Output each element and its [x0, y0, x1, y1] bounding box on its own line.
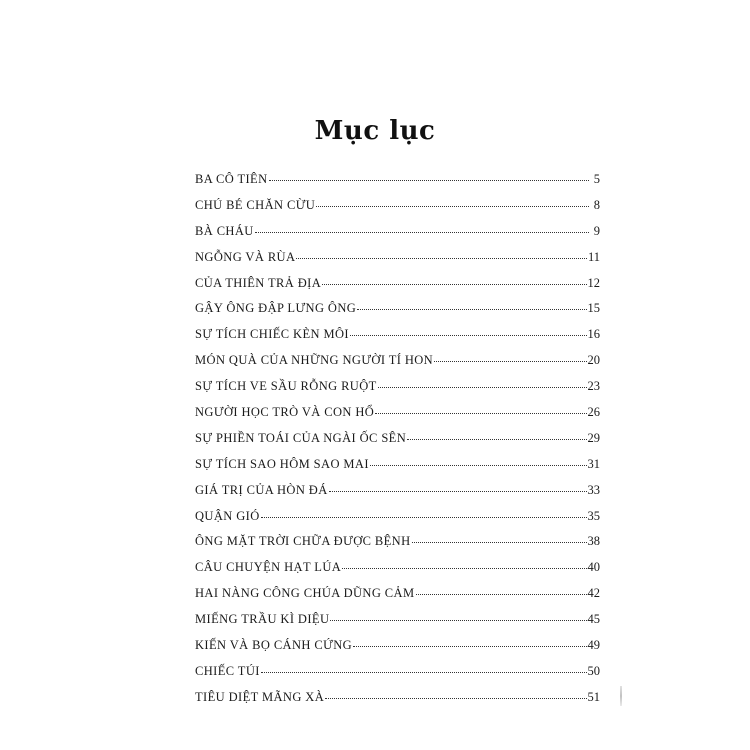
- dot-leader: [370, 465, 587, 466]
- dot-leader: [261, 517, 587, 518]
- toc-entry-title: SỰ TÍCH SAO HÔM SAO MAI: [195, 456, 369, 471]
- toc-entry-page-number: 51: [587, 689, 600, 704]
- dot-leader: [261, 672, 587, 673]
- toc-entry: [195, 301, 600, 327]
- dot-leader: [416, 594, 587, 595]
- toc-entry-title: GIÁ TRỊ CỦA HÒN ĐÁ: [195, 482, 328, 497]
- toc-entry-page-number: 16: [587, 327, 600, 342]
- toc-entry: [195, 224, 600, 250]
- toc-entry-title: ÔNG MẶT TRỜI CHỮA ĐƯỢC BỆNH: [195, 534, 411, 549]
- toc-entry-page-number: 35: [587, 508, 600, 523]
- toc-entry-page-number: 45: [587, 612, 600, 627]
- toc-entry: [195, 457, 600, 483]
- toc-entry-page-number: 50: [587, 663, 600, 678]
- toc-entry: [195, 431, 600, 457]
- toc-entry: [195, 664, 600, 690]
- dot-leader: [357, 309, 586, 310]
- toc-entry: [195, 483, 600, 509]
- toc-entry-title: GẬY ÔNG ĐẬP LƯNG ÔNG: [195, 301, 357, 316]
- toc-entry-page-number: 9: [593, 223, 600, 238]
- page-title: Mục lục: [314, 116, 436, 146]
- toc-entry-page-number: 20: [587, 353, 600, 368]
- toc-entry-title: BÀ CHÁU: [195, 223, 254, 238]
- toc-entry-page-number: 29: [587, 430, 600, 445]
- toc-entry-title: KIẾN VÀ BỌ CÁNH CỨNG: [195, 638, 353, 653]
- toc-entry: [195, 327, 600, 353]
- dot-leader: [316, 206, 589, 207]
- toc-entry-page-number: 38: [587, 534, 600, 549]
- dot-leader: [434, 361, 586, 362]
- toc-entry: [195, 379, 600, 405]
- toc-entry-page-number: 40: [587, 560, 600, 575]
- toc-entry-title: SỰ PHIỀN TOÁI CỦA NGÀI ỐC SÊN: [195, 430, 407, 445]
- toc-entry-page-number: 5: [593, 172, 600, 186]
- toc-entry-page-number: 33: [587, 482, 600, 497]
- dot-leader: [350, 335, 587, 336]
- toc-entry-title: NGỖNG VÀ RÙA: [195, 249, 296, 264]
- toc-entry-page-number: 11: [587, 249, 600, 264]
- dot-leader: [296, 258, 587, 259]
- toc-entry-title: BA CÔ TIÊN: [195, 172, 268, 186]
- toc-entry-title: CHÚ BÉ CHĂN CỪU: [195, 197, 316, 212]
- toc-entry-page-number: 42: [587, 586, 600, 601]
- toc-entry: [195, 250, 600, 276]
- toc-entry-title: MÓN QUÀ CỦA NHỮNG NGƯỜI TÍ HON: [195, 353, 434, 368]
- toc-entry-title: TIÊU DIỆT MÃNG XÀ: [195, 689, 325, 704]
- toc-entry: [195, 276, 600, 302]
- toc-entry: [195, 690, 600, 716]
- dot-leader: [322, 284, 586, 285]
- dot-leader: [353, 646, 586, 647]
- toc-entry-page-number: 23: [587, 379, 600, 394]
- toc-entry-title: CỦA THIÊN TRẢ ĐỊA: [195, 275, 322, 290]
- dot-leader: [342, 568, 586, 569]
- toc-entry-page-number: 31: [587, 456, 600, 471]
- toc-entry-title: HAI NÀNG CÔNG CHÚA DŨNG CẢM: [195, 586, 415, 601]
- toc-entry: [195, 172, 600, 198]
- toc-entry: [195, 353, 600, 379]
- toc-entry-title: CÂU CHUYỆN HẠT LÚA: [195, 560, 342, 575]
- toc-entry-title: SỰ TÍCH CHIẾC KÈN MÔI: [195, 327, 349, 342]
- dot-leader: [255, 232, 589, 233]
- toc-entry-title: NGƯỜI HỌC TRÒ VÀ CON HỔ: [195, 405, 375, 420]
- toc-entry: [195, 509, 600, 535]
- table-of-contents: [195, 172, 600, 716]
- toc-entry-title: MIẾNG TRẦU KÌ DIỆU: [195, 612, 330, 627]
- toc-entry-page-number: 26: [587, 405, 600, 420]
- toc-entry: [195, 638, 600, 664]
- dot-leader: [330, 620, 586, 621]
- toc-entry: [195, 405, 600, 431]
- dot-leader: [407, 439, 586, 440]
- dot-leader: [325, 698, 586, 699]
- toc-entry-page-number: 12: [587, 275, 600, 290]
- toc-entry-title: CHIẾC TÚI: [195, 663, 260, 678]
- dot-leader: [378, 387, 587, 388]
- dot-leader: [329, 491, 587, 492]
- toc-entry-page-number: 49: [587, 638, 600, 653]
- toc-entry: [195, 534, 600, 560]
- toc-entry-page-number: 8: [593, 197, 600, 212]
- toc-entry: [195, 560, 600, 586]
- toc-entry-title: SỰ TÍCH VE SẦU RỖNG RUỘT: [195, 379, 377, 394]
- dot-leader: [412, 542, 587, 543]
- dot-leader: [269, 180, 589, 181]
- toc-entry-title: QUẬN GIÓ: [195, 508, 260, 523]
- toc-entry: [195, 586, 600, 612]
- page-edge-mark: [620, 686, 622, 706]
- dot-leader: [375, 413, 586, 414]
- toc-entry: [195, 198, 600, 224]
- toc-entry: [195, 612, 600, 638]
- toc-entry-page-number: 15: [587, 301, 600, 316]
